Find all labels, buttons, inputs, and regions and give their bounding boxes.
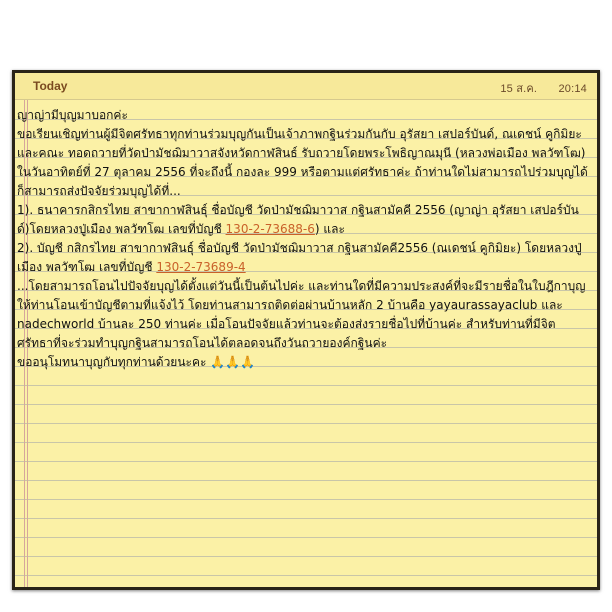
- note-line: [17, 182, 582, 201]
- note-body-text[interactable]: [17, 106, 588, 372]
- account-number-link[interactable]: 130-2-73688-6: [225, 222, 315, 236]
- note-line: [17, 144, 586, 163]
- account-number-link[interactable]: 130-2-73689-4: [156, 260, 246, 274]
- note-line: [17, 163, 588, 182]
- note-line: [17, 334, 582, 353]
- note-text: ศรัทธาที่จะร่วมทำบุญกฐินสามารถโอนได้ตลอดจนถึงวันถวายองค์กฐินค่ะ: [17, 336, 388, 350]
- note-text: 2). บัญชี กสิกรไทย สาขากาฬสินธุ์ ชื่อบัญชี วัดป่ามัชฌิมาวาส กฐินสามัคคี2556 (ณเดชน์ คูกิมิยะ) โดยหลวงปู่: [17, 241, 582, 255]
- note-line: [17, 106, 582, 125]
- note-line: [17, 296, 582, 315]
- note-text: ) และ: [314, 222, 345, 236]
- note-text: ...โดยสามารถโอนไปปัจจัยบุญได้ตั้งแต่วันนี้เป็นต้นไปค่ะ และท่านใดที่มีความประสงค์ที่จะมีรายชื่อในใบฎีกาบุญ: [17, 279, 586, 293]
- note-text: ก็สามารถส่งปัจจัยร่วมบุญได้ที่...: [17, 184, 181, 198]
- note-text: ญาญ่ามีบุญมาบอกค่ะ: [17, 108, 128, 122]
- note-date: 15 ส.ค.: [500, 83, 538, 95]
- note-time: 20:14: [558, 83, 587, 95]
- note-text: ให้ท่านโอนเข้าบัญชีตามที่แจ้งไว้ โดยท่านสามารถติดต่อผ่านบ้านหลัก 2 บ้านคือ yayaurassayaclub และ: [17, 298, 563, 312]
- note-text: และคณะ ทอดถวายที่วัดป่ามัชฌิมาวาสจังหวัดกาฬสินธ์ รับถวายโดยพระโพธิญาณมุนี (หลวงพ่อเมือง พลวัฑโฒ): [17, 146, 586, 160]
- note-line: [17, 277, 586, 296]
- note-line: [17, 125, 582, 144]
- note-line: [17, 258, 582, 277]
- note-header: [15, 73, 597, 100]
- note-line: [17, 239, 582, 258]
- note-text: ด์)โดยหลวงปู่เมือง พลวัฑโฒ เลขที่บัญชี: [17, 222, 226, 236]
- note-line: [17, 353, 582, 372]
- note-text: 1). ธนาคารกสิกรไทย สาขากาฬสินธุ์ ชื่อบัญชี วัดป่ามัชฌิมาวาส กฐินสามัคคี 2556 (ญาญ่า อุรัสยา เสปอร์บัน: [17, 203, 579, 217]
- note-text: เมือง พลวัฑโฒ เลขที่บัญชี: [17, 260, 157, 274]
- praying-hands-emoji: 🙏🙏🙏: [210, 355, 256, 369]
- note-text: ขออนุโมทนาบุญกับทุกท่านด้วยนะคะ: [17, 355, 211, 369]
- note-title: Today: [33, 79, 68, 93]
- note-timestamp: [482, 79, 587, 97]
- note-text: nadechworld บ้านละ 250 ท่านค่ะ เมื่อโอนปัจจัยแล้วท่านจะต้องส่งรายชื่อไปที่บ้านค่ะ สำหรับท่านที่มีจิต: [17, 317, 556, 331]
- note-text: ขอเรียนเชิญท่านผู้มีจิตศรัทธาทุกท่านร่วมบุญกันเป็นเจ้าภาพกฐินร่วมกันกับ อุรัสยา เสปอร์บันด์, ณเดชน์ คูกิมิยะ: [17, 127, 582, 141]
- note-line: [17, 201, 582, 220]
- note-line: [17, 315, 582, 334]
- note-line: [17, 220, 582, 239]
- note-text: ในวันอาทิตย์ที่ 27 ตุลาคม 2556 ที่จะถึงนี้ กองละ 999 หรือตามแต่ศรัทธาค่ะ ถ้าท่านใดไม่สามารถไปร่วมบุญได้: [17, 165, 588, 179]
